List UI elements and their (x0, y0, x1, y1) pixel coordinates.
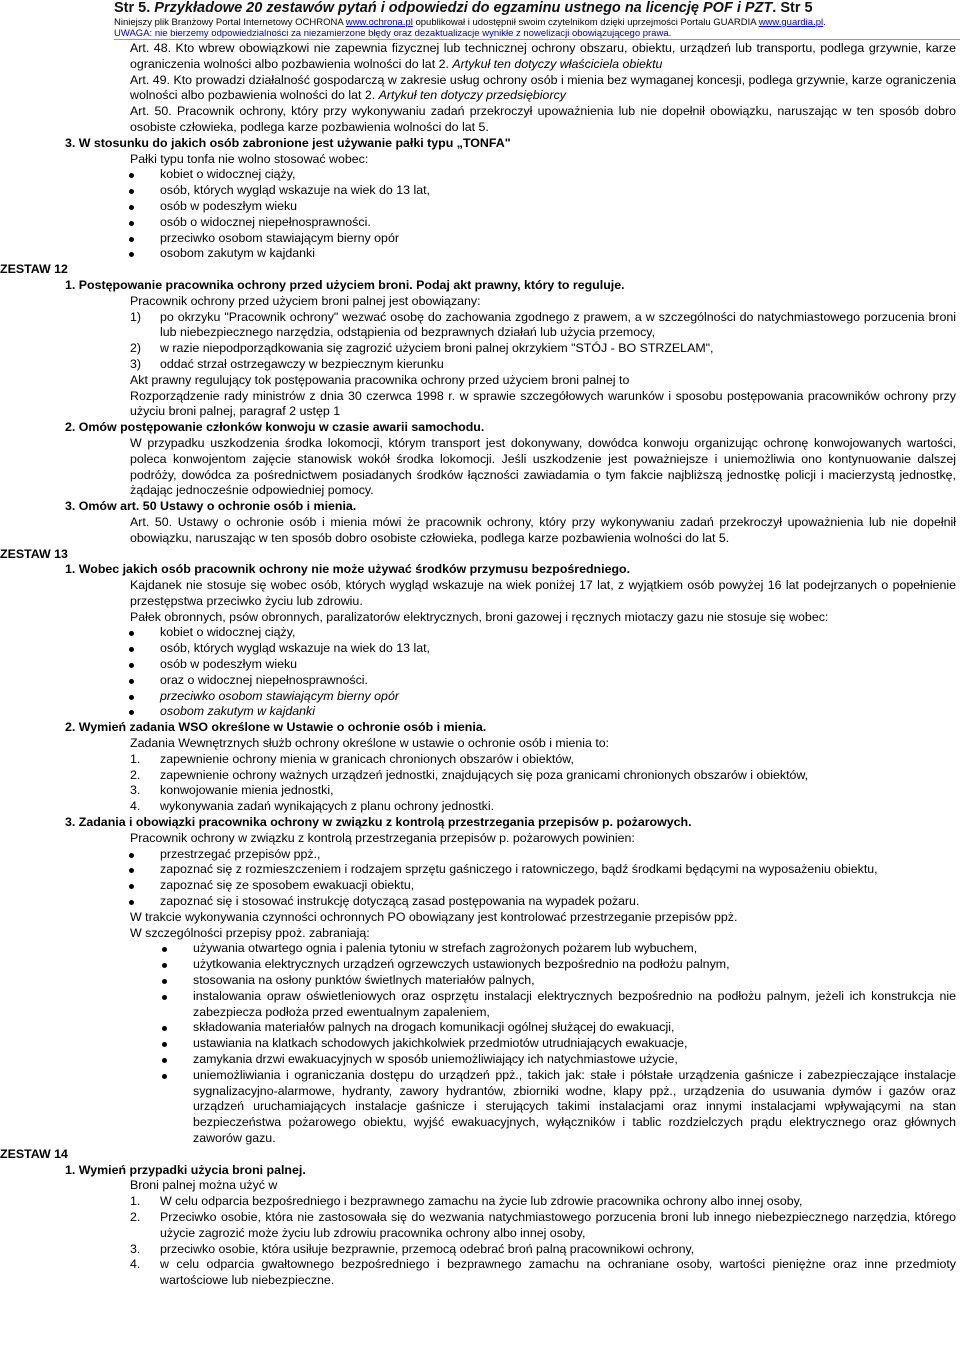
z13-q3-p1: W trakcie wykonywania czynności ochronnych PO obowiązany jest kontrolować przestrzeganie przepisów ppż. (130, 909, 738, 924)
bullet-icon (162, 963, 167, 968)
art48-text: Art. 48. Kto wbrew obowiązkowi nie zapewnia fizycznej lub technicznej ochrony obszaru, obiektu, urządzeń lub transportu, podlega grzywnie, karze ograniczenia wolności albo pozbawienia wolności do lat 2. (130, 41, 956, 71)
list-item-number: 1) (130, 309, 142, 324)
bullet-icon (129, 252, 134, 257)
list-item-text: zapewnienie ochrony mienia w granicach chronionych obszarów i obiektów, (160, 751, 574, 766)
page-title (114, 0, 813, 17)
z13-q2-intro: Zadania Wewnętrznych służb ochrony określone w ustawie o ochronie osób i mienia to: (130, 736, 610, 751)
zestaw-13-label: ZESTAW 13 (0, 546, 68, 561)
list-item-text: osób w podeszłym wieku (160, 198, 298, 213)
list-item-text: przeciwko osobie, która usiłuje bezprawnie, przemocą odebrać broń palną pracownikowi ochrony, (160, 1241, 695, 1256)
title-page-number: Str 5. (114, 0, 155, 16)
z13-q1-heading: 1. Wobec jakich osób pracownik ochrony nie może używać środków przymusu bezpośredniego. (65, 562, 631, 577)
z12-q1-intro: Pracownik ochrony przed użyciem broni palnej jest obowiązany: (130, 293, 481, 308)
z13-q1-p1: Kajdanek nie stosuje się wobec osób, których wygląd wskazuje na wiek poniżej 17 lat, z wyjątkiem osób powyżej 16 lat podejrzanych o popełnienie przestępstwa przeciwko życiu lub zdrowiu. (130, 578, 956, 608)
list-item-text: oraz o widocznej niepełnosprawności. (160, 672, 369, 687)
list-item (0, 1242, 960, 1258)
list-item-text: osób, których wygląd wskazuje na wiek do 13 lat, (160, 183, 430, 198)
list-item-text: zapoznać się z rozmieszczeniem i rodzajem sprzętu gaśniczego i ratowniczego, bądź środkami będącymi na wyposażeniu obiektu, (160, 862, 878, 877)
list-item-number: 2) (130, 341, 142, 356)
tonfa-intro: Pałki typu tonfa nie wolno stosować wobec: (130, 151, 369, 166)
bullet-icon (129, 853, 134, 858)
bullet-icon (162, 1026, 167, 1031)
list-item-number: 3. (130, 783, 141, 798)
z13-q3-list2 (0, 941, 960, 1146)
z12-q1-act-intro: Akt prawny regulujący tok postępowania pracownika ochrony przed użyciem broni palnej to (130, 372, 630, 387)
list-item-number: 2. (130, 1209, 141, 1224)
disclaimer: UWAGA: nie bierzemy odpowiedzialności za niezamierzone błędy oraz dezaktualizacje wynikłe z nowelizacji obowiązującego prawa. (114, 28, 672, 39)
list-item (0, 973, 960, 989)
bullet-icon (129, 663, 134, 668)
list-item-text: wykonywania zadań wynikających z planu ochrony jednostki. (160, 799, 495, 814)
z12-q3-heading: 3. Omów art. 50 Ustawy o ochronie osób i mienia. (65, 499, 357, 514)
list-item-text: przeciwko osobom stawiającym bierny opór (160, 230, 399, 245)
ochrona-link[interactable]: www.ochrona.pl (345, 17, 413, 28)
list-item-number: 2. (130, 767, 141, 782)
bullet-icon (129, 173, 134, 178)
bullet-icon (162, 979, 167, 984)
art49-text: Art. 49. Kto prowadzi działalność gospodarczą w zakresie usług ochrony osób i mienia bez wymaganej koncesji, podlega grzywnie, karze ograniczenia wolności albo pozbawienia wolności do lat 2. (130, 72, 956, 103)
z12-q2-heading: 2. Omów postępowanie członków konwoju w czasie awarii samochodu. (65, 420, 485, 435)
art48-paragraph (0, 41, 960, 73)
list-item-text: w celu odparcia gwałtownego bezpośredniego i bezprawnego zamachu na ochraniane osoby, wartości pieniężne oraz inne przedmioty wartościowe lub niebezpieczne. (160, 1257, 956, 1288)
list-item-text: osobom zakutym w kajdanki (160, 704, 315, 719)
z12-q1-act: Rozporządzenie rady ministrów z dnia 30 czerwca 1998 r. w sprawie szczegółowych warunków i sposobu postępowania pracowników ochrony przy użyciu broni palnej, paragraf 2 ustęp 1 (130, 388, 956, 419)
list-item (0, 941, 960, 957)
list-item (0, 183, 960, 199)
list-item-number: 1. (130, 751, 141, 766)
bullet-icon (129, 189, 134, 194)
title-page-suffix: . Str 5 (772, 0, 813, 16)
list-item (0, 641, 960, 657)
list-item-text: ustawiania na klatkach schodowych jakichkolwiek przedmiotów utrudniających ewakuacje, (193, 1036, 688, 1051)
list-item-number: 4. (130, 799, 141, 814)
list-item-text: instalowania opraw oświetleniowych oraz osprzętu instalacji elektrycznych bezpośrednio na podłożu palnym, jeżeli ich konstrukcja nie zabezpiecza podłoża przed ewentualnym zapaleniem, (193, 988, 956, 1019)
publisher-note-text-2: opublikował i udostępnił swoim czytelnikom dzięki uprzejmości Portalu GUARDIA (412, 17, 759, 28)
list-item (0, 310, 960, 342)
list-item (0, 1020, 960, 1036)
list-item (0, 357, 960, 373)
list-item-text: kobiet o widocznej ciąży, (160, 167, 296, 182)
list-item-number: 4. (130, 1257, 141, 1272)
z13-q3-heading: 3. Zadania i obowiązki pracownika ochrony w związku z kontrolą przestrzegania przepisów p. pożarowych. (65, 815, 692, 830)
art49-note: Artykuł ten dotyczy przedsiębiorcy (378, 88, 566, 103)
bullet-icon (129, 631, 134, 636)
list-item (0, 625, 960, 641)
list-item (0, 673, 960, 689)
list-item (0, 1194, 960, 1210)
z13-q2-list (0, 752, 960, 815)
list-item (0, 215, 960, 231)
list-item (0, 768, 960, 784)
header-divider (114, 39, 960, 40)
list-item (0, 167, 960, 183)
list-item (0, 199, 960, 215)
bullet-icon (162, 1074, 167, 1079)
list-item-text: W celu odparcia bezpośredniego i bezprawnego zamachu na życie lub zdrowie pracownika ochrony albo innej osoby, (160, 1194, 803, 1209)
bullet-icon (129, 647, 134, 652)
publisher-note-end: . (823, 17, 826, 28)
list-item-text: osób o widocznej niepełnosprawności. (160, 214, 371, 229)
zestaw-14-label: ZESTAW 14 (0, 1146, 68, 1161)
publisher-note-text: Niniejszy plik Branżowy Portal Internetowy OCHRONA (114, 17, 346, 28)
list-item (0, 862, 960, 878)
list-item (0, 231, 960, 247)
list-item (0, 1210, 960, 1242)
publisher-note (114, 17, 826, 28)
list-item-text: składowania materiałów palnych na drogach komunikacji ogólnej służącej do ewakuacji, (193, 1020, 675, 1035)
list-item (0, 989, 960, 1021)
document-body (0, 41, 960, 1289)
list-item-text: po okrzyku "Pracownik ochrony" wezwać osobę do zachowania zgodnego z prawem, a w szczególności do natychmiastowego porzucenia broni lub niebezpiecznego narzędzia, odstąpienia od bezprawnych działań lub użycia przemocy, (160, 309, 956, 340)
art48-note: Artykuł ten dotyczy właściciela obiektu (452, 56, 663, 71)
z13-q3-p2: W szczególności przepisy ppoż. zabraniają: (130, 925, 370, 940)
tonfa-question-heading: 3. W stosunku do jakich osób zabronione jest używanie pałki typu „TONFA" (65, 135, 511, 150)
list-item (0, 878, 960, 894)
guardia-link[interactable]: www.guardia.pl (758, 17, 824, 28)
list-item-number: 3) (130, 356, 142, 371)
list-item (0, 246, 960, 262)
list-item (0, 657, 960, 673)
z12-q1-heading: 1. Postępowanie pracownika ochrony przed użyciem broni. Podaj akt prawny, który to reguluje. (65, 277, 625, 292)
list-item-text: stosowania na osłony punktów świetlnych materiałów palnych, (193, 973, 535, 988)
list-item (0, 1068, 960, 1147)
list-item (0, 894, 960, 910)
bullet-icon (162, 1058, 167, 1063)
list-item (0, 783, 960, 799)
list-item (0, 1257, 960, 1289)
z13-q1-p2: Pałek obronnych, psów obronnych, paralizatorów elektrycznych, broni gazowej i ręcznych miotaczy gazu nie stosuje się wobec: (130, 609, 829, 624)
tonfa-list (0, 167, 960, 262)
bullet-icon (162, 947, 167, 952)
bullet-icon (129, 884, 134, 889)
list-item-text: kobiet o widocznej ciąży, (160, 625, 296, 640)
list-item-text: używania otwartego ognia i palenia tytoniu w strefach zagrożonych pożarem lub wybuchem, (193, 941, 698, 956)
list-item-number: 1. (130, 1194, 141, 1209)
z12-q3-text: Art. 50. Ustawy o ochronie osób i mienia mówi że pracownik ochrony, który przy wykonywaniu zadań przekroczył upoważnienia lub nie dopełnił obowiązku, naruszając w ten sposób dobro osobiste człowieka, podlega karze pozbawienia wolności do lat 5. (130, 514, 956, 545)
bullet-icon (129, 710, 134, 715)
list-item-text: zapoznać się i stosować instrukcję dotyczącą zasad postępowania na wypadek pożaru. (160, 894, 640, 909)
list-item-text: użytkowania elektrycznych urządzeń ogrzewczych ustawionych bezpośrednio na podłożu palnym, (193, 957, 730, 972)
list-item-text: przeciwko osobom stawiającym bierny opór (160, 688, 399, 703)
z13-q3-list (0, 847, 960, 910)
z14-q1-heading: 1. Wymień przypadki użycia broni palnej. (65, 1162, 306, 1177)
z14-q1-list (0, 1194, 960, 1289)
list-item (0, 957, 960, 973)
z13-q1-list (0, 625, 960, 720)
art50-paragraph: Art. 50. Pracownik ochrony, który przy wykonywaniu zadań przekroczył upoważnienia lub nie dopełnił obowiązku, naruszając w ten sposób dobro osobiste człowieka, podlega karze pozbawienia wolności do lat 5. (130, 104, 956, 134)
list-item (0, 704, 960, 720)
bullet-icon (129, 221, 134, 226)
list-item-text: osób w podeszłym wieku (160, 657, 298, 672)
list-item-text: w razie niepodporządkowania się zagrozić użyciem broni palnej okrzykiem "STÓJ - BO STRZELAM", (160, 341, 714, 356)
bullet-icon (162, 1042, 167, 1047)
title-text: Przykładowe 20 zestawów pytań i odpowiedzi do egzaminu ustnego na licencję POF i PZT (154, 0, 773, 16)
z12-q2-text: W przypadku uszkodzenia środka lokomocji, którym transport jest dokonywany, dowódca konwoju organizując ochronę konwojowanych wartości, poleca konwojentom zajęcie stanowisk wokół środka lokomocji. Jeśli uszkodzenie jest poważniejsze i uniemożliwia ono kontynuowanie dalszej podróży, dowódca za pośrednictwem posiadanych środków łączności zawiadamia o tym fakcie najbliższą jednostkę policji i macierzystą jednostkę, żądając jednocześnie odpowiedniej pomocy. (130, 435, 956, 498)
bullet-icon (129, 679, 134, 684)
list-item (0, 689, 960, 705)
z12-q1-list (0, 310, 960, 373)
bullet-icon (129, 868, 134, 873)
list-item-text: zapoznać się ze sposobem ewakuacji obiektu, (160, 878, 415, 893)
list-item-text: oddać strzał ostrzegawczy w bezpiecznym kierunku (160, 356, 444, 371)
list-item-text: konwojowanie mienia jednostki, (160, 783, 334, 798)
list-item (0, 799, 960, 815)
list-item-text: uniemożliwiania i ograniczania dostępu do urządzeń ppż., takich jak: stałe i półstałe urządzenia gaśnicze i zabezpieczające instalacje sygnalizacyjno-alarmowe, hydranty, zawory hydrantów, zbiorniki wodne, klapy ppż., urządzenia do usuwania dymów i gazów oraz urządzeń uruchamiających instalacje gaśnicze i sterujących takimi instalacjami oraz innymi instalacjami wpływającymi na stan bezpieczeństwa pożarowego obiektu, wyjść ewakuacyjnych, wyłączników i tablic rozdzielczych prądu elektrycznego oraz głównych zaworów gazu. (193, 1067, 956, 1145)
bullet-icon (129, 900, 134, 905)
bullet-icon (162, 995, 167, 1000)
zestaw-12-label: ZESTAW 12 (0, 262, 68, 277)
list-item (0, 341, 960, 357)
list-item-text: przestrzegać przepisów ppż., (160, 846, 321, 861)
z13-q3-intro: Pracownik ochrony w związku z kontrolą przestrzegania przepisów p. pożarowych powinien: (130, 830, 635, 845)
list-item-text: osób, których wygląd wskazuje na wiek do 13 lat, (160, 641, 430, 656)
bullet-icon (129, 205, 134, 210)
list-item (0, 847, 960, 863)
list-item-text: osobom zakutym w kajdanki (160, 246, 315, 261)
z13-q2-heading: 2. Wymień zadania WSO określone w Ustawie o ochronie osób i mienia. (65, 720, 487, 735)
list-item-text: zapewnienie ochrony ważnych urządzeń jednostki, znajdujących się poza granicami chronionych obszarów i obiektów, (160, 767, 809, 782)
bullet-icon (129, 695, 134, 700)
list-item (0, 1052, 960, 1068)
list-item-text: Przeciwko osobie, która nie zastosowała się do wezwania natychmiastowego porzucenia broni lub innego niebezpiecznego narzędzia, którego użycie zagrozić może życiu lub zdrowiu pracownika ochrony albo innej osoby, (160, 1209, 956, 1240)
list-item-text: zamykania drzwi ewakuacyjnych w sposób uniemożliwiający ich natychmiastowe użycie, (193, 1052, 678, 1066)
list-item (0, 1036, 960, 1052)
z14-q1-intro: Broni palnej można użyć w (130, 1178, 278, 1193)
list-item-number: 3. (130, 1241, 141, 1256)
bullet-icon (129, 237, 134, 242)
art49-paragraph (0, 73, 960, 105)
list-item (0, 752, 960, 768)
